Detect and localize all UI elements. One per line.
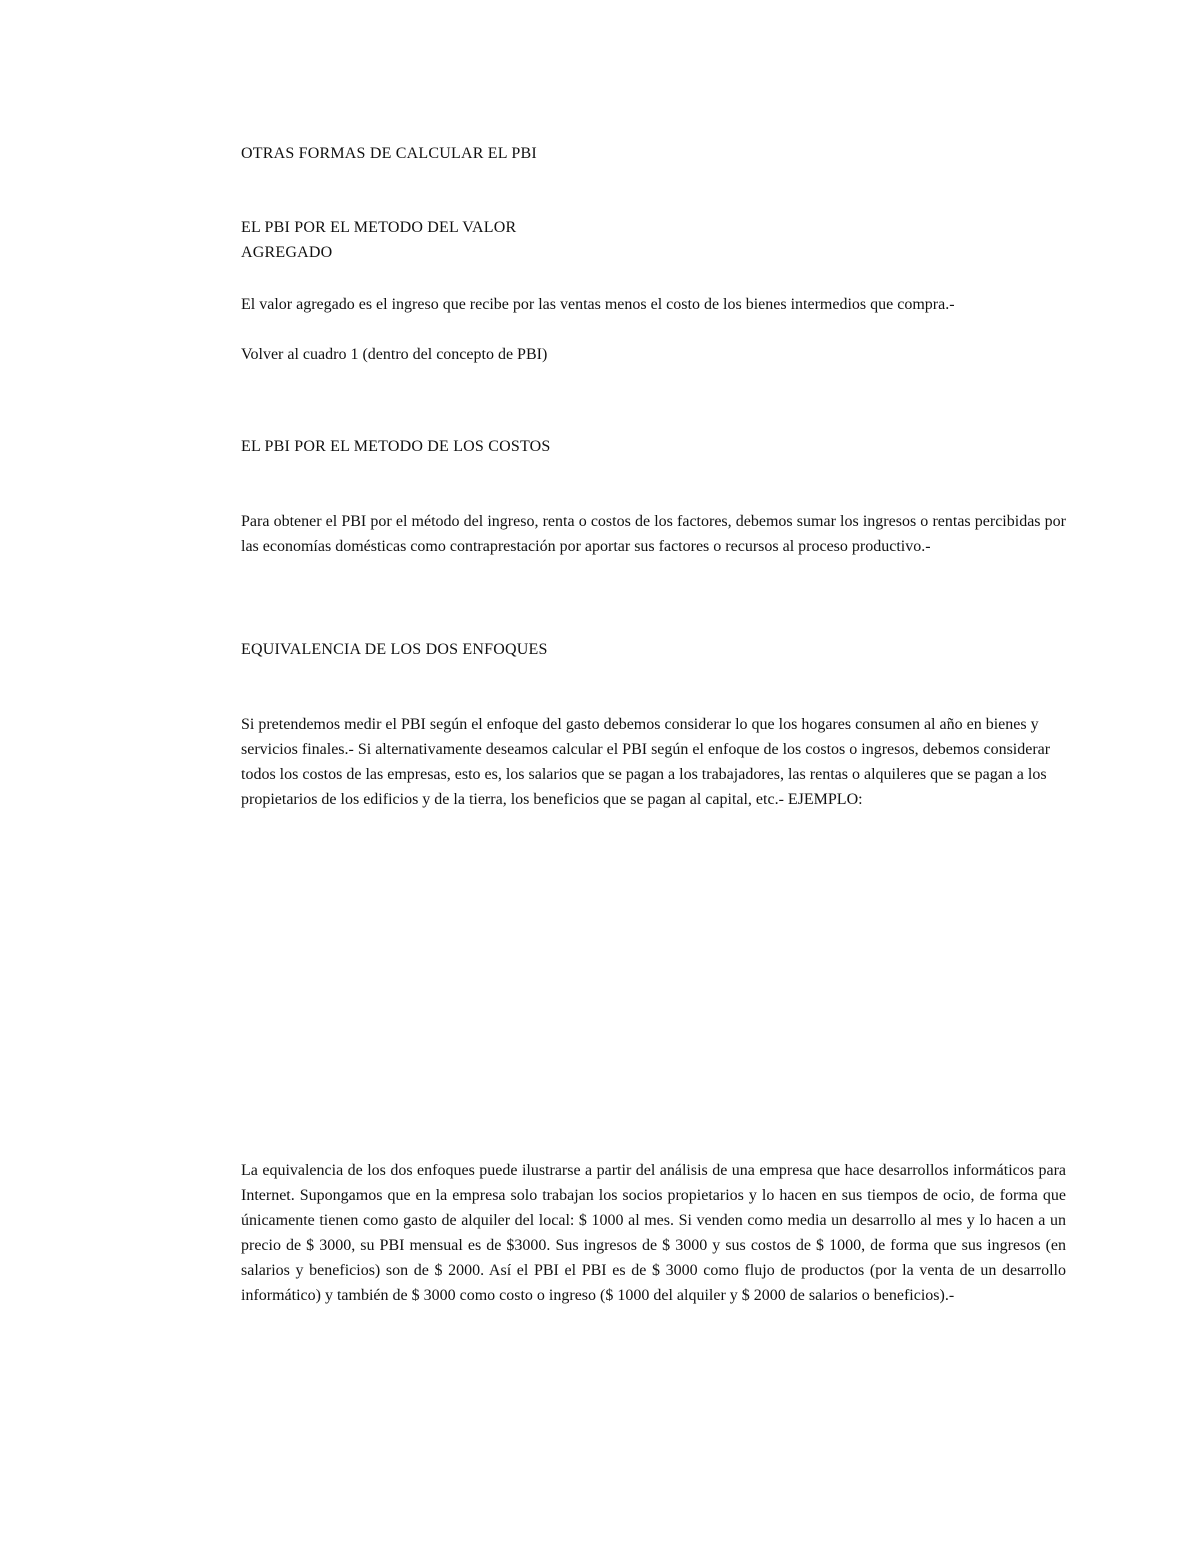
section-heading-equivalencia: EQUIVALENCIA DE LOS DOS ENFOQUES: [241, 641, 548, 658]
section-heading-costos: EL PBI POR EL METODO DE LOS COSTOS: [241, 438, 551, 455]
section-heading-valor-agregado: EL PBI POR EL METODO DEL VALOR AGREGADO: [241, 219, 517, 261]
paragraph-ejemplo: La equivalencia de los dos enfoques puede ilustrarse a partir del análisis de una empresa que hace desarrollos informáticos para Internet. Supongamos que en la empresa solo trabajan los socios propietarios y lo hacen en sus tiempos de ocio, de forma que únicamente tienen como gasto de alquiler del local: $ 1000 al mes. Si venden como media un desarrollo al mes y lo hacen a un precio de $ 3000, su PBI mensual es de $3000. Sus ingresos de $ 3000 y sus costos de $ 1000, de forma que sus ingresos (en salarios y beneficios) son de $ 2000. Así el PBI el PBI es de $ 3000 como flujo de productos (por la venta de un desarrollo informático) y también de $ 3000 como costo o ingreso ($ 1000 del alquiler y $ 2000 de salarios o beneficios).-: [241, 1162, 1066, 1304]
link-volver-cuadro-1[interactable]: Volver al cuadro 1 (dentro del concepto de PBI): [241, 346, 548, 363]
paragraph-valor-agregado: El valor agregado es el ingreso que recibe por las ventas menos el costo de los bienes intermedios que compra.-: [241, 296, 955, 313]
paragraph-costos: Para obtener el PBI por el método del ingreso, renta o costos de los factores, debemos sumar los ingresos o rentas percibidas por las economías domésticas como contraprestación por aportar sus factores o recursos al proceso productivo.-: [241, 513, 1066, 555]
paragraph-equivalencia: Si pretendemos medir el PBI según el enfoque del gasto debemos considerar lo que los hogares consumen al año en bienes y servicios finales.- Si alternativamente deseamos calcular el PBI según el enfoque de los costos o ingresos, debemos considerar todos los costos de las empresas, esto es, los salarios que se pagan a los trabajadores, las rentas o alquileres que se pagan a los propietarios de los edificios y de la tierra, los beneficios que se pagan al capital, etc.- EJEMPLO:: [241, 716, 1051, 808]
document-title: OTRAS FORMAS DE CALCULAR EL PBI: [241, 145, 537, 162]
